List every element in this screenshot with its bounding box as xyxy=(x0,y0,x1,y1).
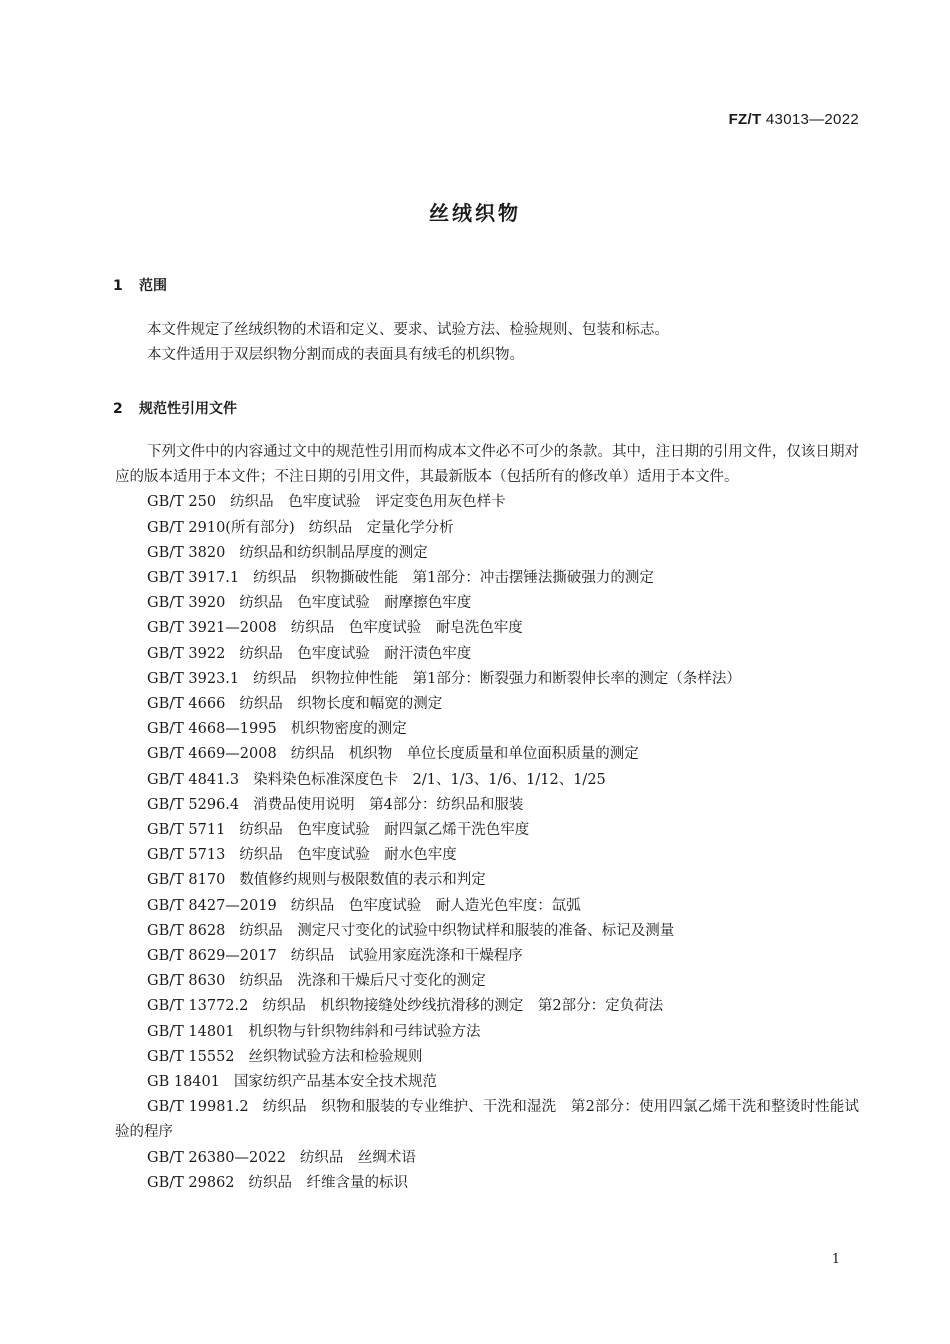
reference-code: GB/T 3921—2008 xyxy=(147,620,277,637)
reference-code: GB/T 8628 xyxy=(147,922,226,939)
scope-paragraph: 本文件规定了丝绒织物的术语和定义、要求、试验方法、检验规则、包装和标志。 xyxy=(147,322,669,338)
reference-item xyxy=(115,692,859,717)
reference-item xyxy=(115,969,859,994)
reference-title: 纺织品 机织物 单位长度质量和单位面积质量的测定 xyxy=(290,746,639,763)
reference-code: GB/T 4669—2008 xyxy=(147,746,277,763)
reference-title: 纺织品 测定尺寸变化的试验中织物试样和服装的准备、标记及测量 xyxy=(239,922,675,939)
reference-code: GB/T 2910(所有部分) xyxy=(147,519,295,536)
reference-title: 染料染色标准深度色卡 2/1、1/3、1/6、1/12、1/25 xyxy=(253,771,606,788)
reference-code: GB/T 19981.2 xyxy=(147,1099,249,1116)
reference-item xyxy=(115,793,859,818)
reference-title: 纺织品 织物长度和幅宽的测定 xyxy=(239,696,443,713)
reference-title: 纺织品 色牢度试验 耐汗渍色牢度 xyxy=(239,645,472,662)
reference-item xyxy=(115,1095,859,1145)
reference-item xyxy=(115,1070,859,1095)
reference-item xyxy=(115,1020,859,1045)
reference-title: 消费品使用说明 第4部分：纺织品和服装 xyxy=(253,796,524,813)
reference-code: GB/T 8630 xyxy=(147,973,226,990)
reference-code: GB/T 3917.1 xyxy=(147,570,240,587)
reference-item xyxy=(115,717,859,742)
reference-title: 纺织品 织物撕破性能 第1部分：冲击摆锤法撕破强力的测定 xyxy=(253,570,654,587)
reference-code: GB/T 13772.2 xyxy=(147,998,249,1015)
section-title: 范围 xyxy=(139,278,167,294)
references-intro: 下列文件中的内容通过文中的规范性引用而构成本文件必不可少的条款。其中，注日期的引用文件，仅该日期对应的版本适用于本文件；不注日期的引用文件，其最新版本（包括所有的修改单）适用于本文件。 xyxy=(115,444,859,486)
normative-references-body xyxy=(115,440,859,1196)
reference-title: 纺织品 机织物接缝处纱线抗滑移的测定 第2部分：定负荷法 xyxy=(262,998,664,1015)
reference-item xyxy=(115,1045,859,1070)
reference-item xyxy=(115,994,859,1019)
reference-code: GB/T 4668—1995 xyxy=(147,721,277,738)
reference-code: GB/T 4666 xyxy=(147,696,226,713)
reference-item xyxy=(115,868,859,893)
reference-title: 机织物与针织物纬斜和弓纬试验方法 xyxy=(248,1023,481,1040)
reference-item xyxy=(115,818,859,843)
reference-code: GB/T 4841.3 xyxy=(147,771,240,788)
reference-title: 纺织品 色牢度试验 耐摩擦色牢度 xyxy=(239,595,472,612)
reference-code: GB/T 8170 xyxy=(147,872,226,889)
reference-title: 数值修约规则与极限数值的表示和判定 xyxy=(239,872,486,889)
reference-item xyxy=(115,566,859,591)
standard-code xyxy=(729,111,859,128)
reference-title: 纺织品 色牢度试验 耐四氯乙烯干洗色牢度 xyxy=(239,822,530,839)
reference-title: 纺织品 定量化学分析 xyxy=(308,519,454,536)
reference-item xyxy=(115,768,859,793)
reference-code: GB/T 14801 xyxy=(147,1023,235,1040)
scope-section-body xyxy=(115,318,859,368)
reference-title: 纺织品 洗涤和干燥后尺寸变化的测定 xyxy=(239,973,486,990)
reference-code: GB/T 29862 xyxy=(147,1174,235,1191)
reference-item xyxy=(115,591,859,616)
section-heading-normative-references xyxy=(113,398,237,418)
reference-code: GB/T 3922 xyxy=(147,645,226,662)
reference-item xyxy=(115,541,859,566)
document-title: 丝绒织物 xyxy=(429,201,521,225)
reference-title: 纺织品 织物和服装的专业维护、干洗和湿洗 第2部分：使用四氯乙烯干洗和整烫时性能试验的程序 xyxy=(115,1099,859,1141)
reference-title: 纺织品 纤维含量的标识 xyxy=(248,1174,409,1191)
section-heading-scope xyxy=(113,275,167,295)
reference-item xyxy=(115,642,859,667)
reference-item xyxy=(115,894,859,919)
reference-code: GB/T 250 xyxy=(147,494,217,511)
reference-item xyxy=(115,742,859,767)
scope-paragraph: 本文件适用于双层织物分割而成的表面具有绒毛的机织物。 xyxy=(147,347,524,364)
reference-item xyxy=(115,616,859,641)
reference-item xyxy=(115,1146,859,1171)
section-number: 1 xyxy=(113,278,123,294)
reference-item xyxy=(115,516,859,541)
reference-code: GB/T 5711 xyxy=(147,822,226,839)
section-number: 2 xyxy=(113,401,123,417)
reference-item xyxy=(115,944,859,969)
reference-title: 纺织品 试验用家庭洗涤和干燥程序 xyxy=(290,948,523,965)
reference-title: 纺织品和纺织制品厚度的测定 xyxy=(239,544,428,561)
reference-code: GB/T 3920 xyxy=(147,595,226,612)
reference-title: 纺织品 色牢度试验 耐人造光色牢度：氙弧 xyxy=(290,897,581,914)
reference-code: GB/T 5713 xyxy=(147,847,226,864)
reference-item xyxy=(115,843,859,868)
reference-title: 纺织品 丝绸术语 xyxy=(299,1149,416,1166)
reference-title: 国家纺织产品基本安全技术规范 xyxy=(233,1074,437,1091)
reference-title: 纺织品 织物拉伸性能 第1部分：断裂强力和断裂伸长率的测定（条样法） xyxy=(253,670,741,687)
reference-title: 纺织品 色牢度试验 耐皂洗色牢度 xyxy=(290,620,523,637)
reference-item xyxy=(115,1171,859,1196)
page-number: 1 xyxy=(831,1252,840,1267)
reference-code: GB/T 8629—2017 xyxy=(147,948,277,965)
reference-code: GB/T 5296.4 xyxy=(147,796,240,813)
reference-title: 丝织物试验方法和检验规则 xyxy=(248,1048,423,1065)
reference-item xyxy=(115,919,859,944)
reference-title: 纺织品 色牢度试验 评定变色用灰色样卡 xyxy=(230,494,506,511)
reference-code: GB/T 26380—2022 xyxy=(147,1149,286,1166)
reference-code: GB/T 15552 xyxy=(147,1048,235,1065)
reference-code: GB/T 3820 xyxy=(147,544,226,561)
reference-code: GB/T 3923.1 xyxy=(147,670,240,687)
reference-code: GB 18401 xyxy=(147,1074,220,1091)
reference-title: 纺织品 色牢度试验 耐水色牢度 xyxy=(239,847,457,864)
reference-item xyxy=(115,667,859,692)
standard-code-prefix: FZ/T xyxy=(728,111,762,128)
reference-list xyxy=(115,490,859,1196)
reference-title: 机织物密度的测定 xyxy=(290,721,407,738)
reference-code: GB/T 8427—2019 xyxy=(147,897,277,914)
standard-code-number: 43013—2022 xyxy=(765,111,859,128)
reference-item xyxy=(115,490,859,515)
section-title: 规范性引用文件 xyxy=(139,401,237,417)
